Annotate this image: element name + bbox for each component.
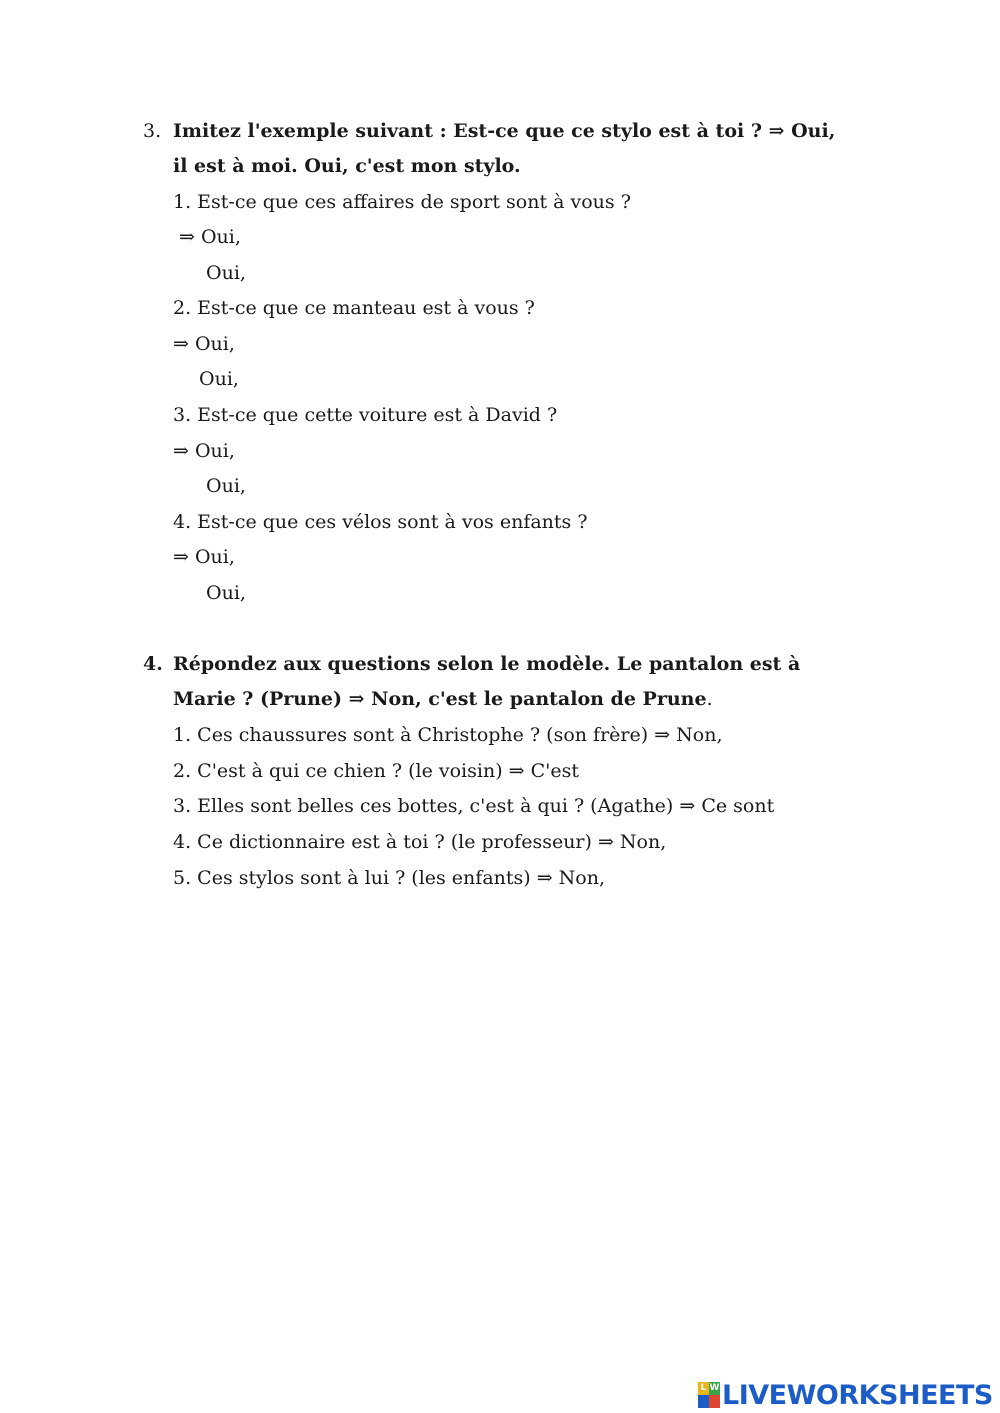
exercise-4-title-line2 bbox=[173, 687, 713, 711]
exercise-3-title-line1: Imitez l'exemple suivant : Est-ce que ce stylo est à toi ? ⇒ Oui, bbox=[173, 120, 836, 142]
exercise-4-title-line1: Répondez aux questions selon le modèle. Le pantalon est à bbox=[173, 653, 801, 675]
exercise-3-answer-1a: ⇒ Oui, bbox=[179, 226, 241, 248]
exercise-3-answer-2a: ⇒ Oui, bbox=[173, 333, 235, 355]
exercise-3-number: 3. bbox=[143, 120, 162, 142]
exercise-4-item-1: 1. Ces chaussures sont à Christophe ? (son frère) ⇒ Non, bbox=[173, 724, 723, 746]
logo-tile-l: L bbox=[698, 1382, 709, 1395]
exercise-4-item-3: 3. Elles sont belles ces bottes, c'est à qui ? (Agathe) ⇒ Ce sont bbox=[173, 795, 775, 817]
exercise-3-question-2: 2. Est-ce que ce manteau est à vous ? bbox=[173, 297, 535, 319]
exercise-4-item-2: 2. C'est à qui ce chien ? (le voisin) ⇒ C'est bbox=[173, 760, 579, 782]
liveworksheets-icon bbox=[698, 1382, 720, 1408]
liveworksheets-logo bbox=[698, 1378, 993, 1412]
exercise-3-answer-4a: ⇒ Oui, bbox=[173, 546, 235, 568]
exercise-3-question-4: 4. Est-ce que ces vélos sont à vos enfants ? bbox=[173, 511, 588, 533]
exercise-3-question-3: 3. Est-ce que cette voiture est à David ? bbox=[173, 404, 558, 426]
exercise-3-answer-1b: Oui, bbox=[206, 262, 246, 284]
exercise-3-question-1: 1. Est-ce que ces affaires de sport sont à vous ? bbox=[173, 191, 631, 213]
exercise-3-answer-4b: Oui, bbox=[206, 582, 246, 604]
exercise-3-title-line2: il est à moi. Oui, c'est mon stylo. bbox=[173, 155, 521, 177]
exercise-4-number: 4. bbox=[143, 653, 163, 675]
exercise-4-title-line2-end: . bbox=[706, 688, 713, 710]
exercise-3-answer-3b: Oui, bbox=[206, 475, 246, 497]
liveworksheets-brand: LIVEWORKSHEETS bbox=[722, 1379, 993, 1411]
exercise-3-answer-3a: ⇒ Oui, bbox=[173, 440, 235, 462]
exercise-4-title-line2-bold: Marie ? (Prune) ⇒ Non, c'est le pantalon de Prune bbox=[173, 688, 707, 710]
exercise-4-item-5: 5. Ces stylos sont à lui ? (les enfants) ⇒ Non, bbox=[173, 867, 606, 889]
logo-tile-red bbox=[709, 1395, 720, 1408]
exercise-3-answer-2b: Oui, bbox=[199, 368, 239, 390]
exercise-4-item-4: 4. Ce dictionnaire est à toi ? (le professeur) ⇒ Non, bbox=[173, 831, 667, 853]
logo-tile-w: W bbox=[709, 1383, 720, 1393]
logo-tile-blue bbox=[698, 1395, 709, 1408]
